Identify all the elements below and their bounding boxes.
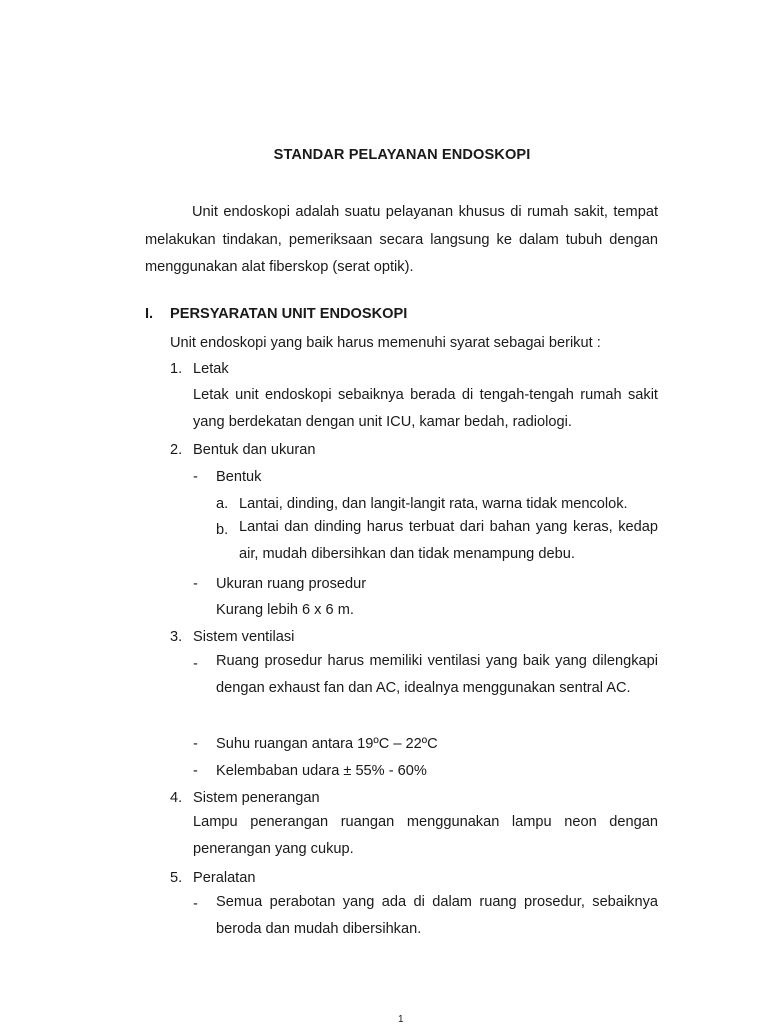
sub-text: Kelembaban udara ± 55% - 60% xyxy=(216,763,427,779)
letter-marker: a. xyxy=(216,496,229,512)
section-lead: Unit endoskopi yang baik harus memenuhi syarat sebagai berikut : xyxy=(170,335,601,351)
section-number: I. xyxy=(145,306,154,322)
sub-label: Ukuran ruang prosedur xyxy=(216,576,367,592)
document-title: STANDAR PELAYANAN ENDOSKOPI xyxy=(273,147,531,163)
item-label: Sistem ventilasi xyxy=(193,629,295,645)
sub-text: Suhu ruangan antara 19ºC – 22ºC xyxy=(216,736,438,752)
sub-label: Bentuk xyxy=(216,469,262,485)
item-label: Sistem penerangan xyxy=(193,790,320,806)
item-number: 4. xyxy=(170,790,183,806)
sub-text: Semua perabotan yang ada di dalam ruang prosedur, sebaiknya beroda dan mudah dibersihkan. xyxy=(216,894,658,937)
sub-dash: - xyxy=(193,576,198,592)
item-number: 1. xyxy=(170,361,183,377)
item-label: Peralatan xyxy=(193,870,256,886)
item-number: 3. xyxy=(170,629,183,645)
item-number: 5. xyxy=(170,870,183,886)
item-body: Lampu penerangan ruangan menggunakan lampu neon dengan penerangan yang cukup. xyxy=(193,814,658,857)
item-number: 2. xyxy=(170,442,183,458)
sub-dash: - xyxy=(193,763,198,779)
intro-paragraph: Unit endoskopi adalah suatu pelayanan khusus di rumah sakit, tempat melakukan tindakan, pemeriksaan secara langsung ke dalam tubuh dengan menggunakan alat fiberskop (serat optik). xyxy=(145,204,658,275)
item-label: Bentuk dan ukuran xyxy=(193,442,316,458)
sub-dash: - xyxy=(193,736,198,752)
item-label: Letak xyxy=(193,361,229,377)
section-title: PERSYARATAN UNIT ENDOSKOPI xyxy=(170,306,408,322)
page-number: 1 xyxy=(398,1014,404,1025)
sub-dash: - xyxy=(193,656,198,672)
sub-dash: - xyxy=(193,896,198,912)
sub-text: Ruang prosedur harus memiliki ventilasi yang baik yang dilengkapi dengan exhaust fan dan AC, idealnya menggunakan sentral AC. xyxy=(216,653,658,696)
item-body: Letak unit endoskopi sebaiknya berada di tengah-tengah rumah sakit yang berdekatan dengan unit ICU, kamar bedah, radiologi. xyxy=(193,387,658,430)
letter-text: Lantai, dinding, dan langit-langit rata, warna tidak mencolok. xyxy=(239,496,628,512)
sub-detail: Kurang lebih 6 x 6 m. xyxy=(216,602,354,618)
letter-text: Lantai dan dinding harus terbuat dari bahan yang keras, kedap air, mudah dibersihkan dan tidak menampung debu. xyxy=(239,519,658,562)
letter-marker: b. xyxy=(216,522,229,538)
sub-dash: - xyxy=(193,469,198,485)
